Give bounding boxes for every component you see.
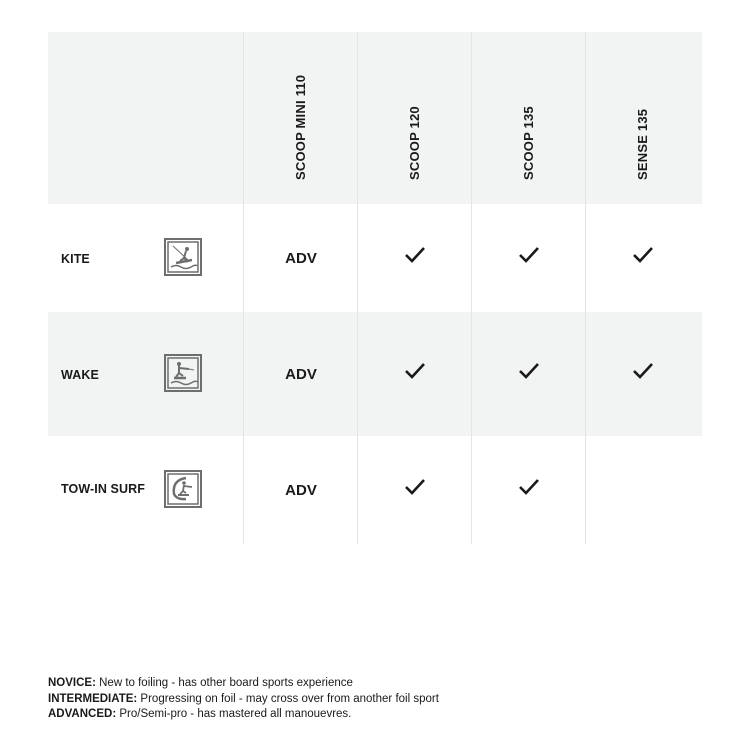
sport-label: WAKE [61,368,99,382]
level-cell: ADV [285,250,317,267]
level-cell: ADV [285,482,317,499]
column-header: SENSE 135 [635,108,650,180]
table-row [48,204,702,312]
wakeboarder-icon [164,354,202,392]
kite-surfer-icon [164,238,202,276]
column-divider [243,32,244,544]
table-row [48,436,702,544]
column-header: SCOOP MINI 110 [293,74,308,180]
column-header: SCOOP 135 [521,106,536,180]
level-legend [48,676,439,723]
check-icon [472,246,586,268]
column-header: SCOOP 120 [407,106,422,180]
tow-in-surfer-icon [164,470,202,508]
legend-advanced: ADVANCED: Pro/Semi-pro - has mastered all manouevres. [48,708,352,720]
check-icon [358,478,472,500]
check-icon [472,478,586,500]
sport-label: TOW-IN SURF [61,482,145,496]
column-divider [357,32,358,544]
column-divider [585,32,586,544]
check-icon [586,362,700,384]
sport-label: KITE [61,252,90,266]
legend-intermediate: INTERMEDIATE: Progressing on foil - may cross over from another foil sport [48,692,439,705]
table-row [48,312,702,436]
check-icon [358,246,472,268]
level-cell: ADV [285,366,317,383]
check-icon [358,362,472,384]
column-divider [471,32,472,544]
check-icon [586,246,700,268]
table-header-row [48,32,702,204]
legend-novice: NOVICE: New to foiling - has other board sports experience [48,677,353,689]
compatibility-table [48,32,702,544]
check-icon [472,362,586,384]
